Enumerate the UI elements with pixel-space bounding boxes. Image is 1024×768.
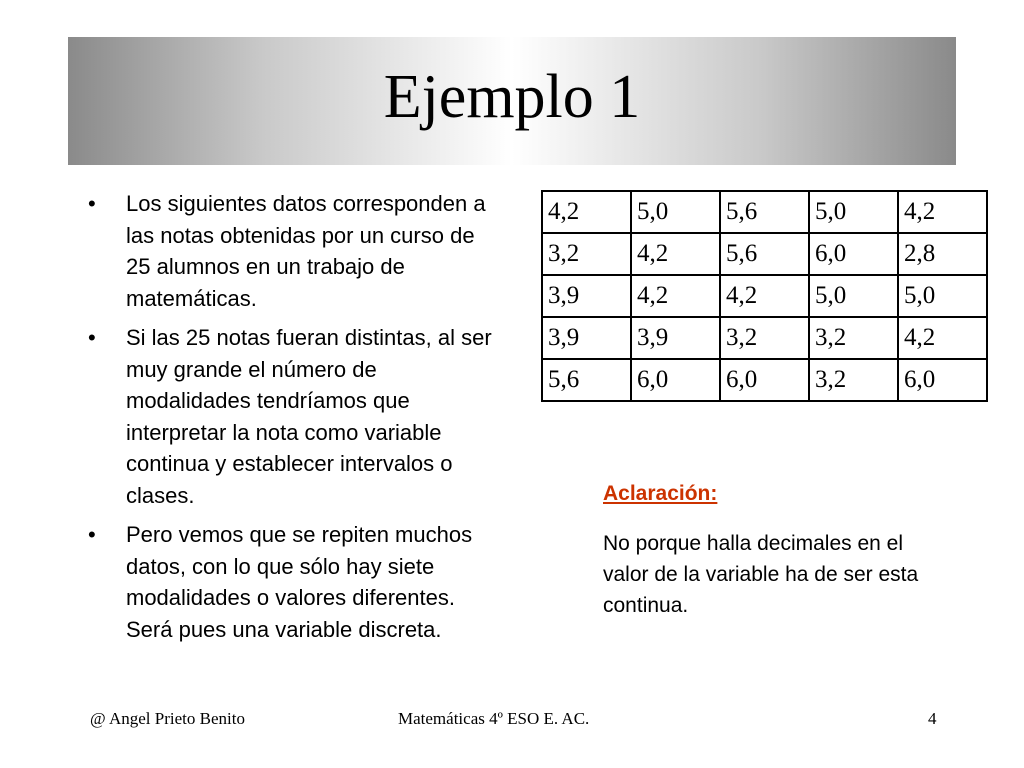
table-cell: 5,6 — [720, 233, 809, 275]
table-row — [542, 359, 987, 401]
table-cell: 4,2 — [631, 275, 720, 317]
bullet-icon: • — [88, 191, 96, 216]
table-cell: 6,0 — [898, 359, 987, 401]
bullet-text: Los siguientes datos corresponden a las notas obtenidas por un curso de 25 alumnos en un trabajo de matemáticas. — [126, 191, 486, 311]
bullet-icon: • — [88, 522, 96, 547]
note-body: No porque halla decimales en el valor de la variable ha de ser esta continua. — [603, 532, 919, 617]
table-cell: 5,0 — [898, 275, 987, 317]
table-cell: 4,2 — [720, 275, 809, 317]
table-cell: 4,2 — [631, 233, 720, 275]
bullet-text: Si las 25 notas fueran distintas, al ser muy grande el número de modalidades tendríamos que interpretar la nota como variable continua y establecer intervalos o clases. — [126, 325, 492, 508]
bullet-text: Pero vemos que se repiten muchos datos, con lo que sólo hay siete modalidades o valores diferentes. Será pues una variable discreta. — [126, 522, 473, 642]
table-cell: 3,9 — [542, 317, 631, 359]
table-cell: 6,0 — [720, 359, 809, 401]
table-cell: 5,0 — [631, 191, 720, 233]
footer-page-number: 4 — [928, 709, 937, 728]
title-bar — [68, 37, 956, 165]
table-cell: 3,2 — [809, 359, 898, 401]
table-cell: 5,0 — [809, 275, 898, 317]
table-cell: 3,2 — [720, 317, 809, 359]
bullet-item — [84, 188, 504, 314]
grades-table — [541, 190, 988, 402]
table-cell: 4,2 — [898, 317, 987, 359]
table-cell: 6,0 — [631, 359, 720, 401]
note-heading: Aclaración: — [603, 482, 718, 505]
table-cell: 5,6 — [542, 359, 631, 401]
slide-title: Ejemplo 1 — [383, 62, 641, 131]
table-cell: 3,2 — [542, 233, 631, 275]
table-cell: 2,8 — [898, 233, 987, 275]
table-row — [542, 317, 987, 359]
footer-author: @ Angel Prieto Benito — [90, 709, 245, 728]
table-row — [542, 275, 987, 317]
table-cell: 5,0 — [809, 191, 898, 233]
table-cell: 5,6 — [720, 191, 809, 233]
bullet-item — [84, 322, 504, 511]
bullet-item — [84, 519, 504, 645]
table-row — [542, 191, 987, 233]
table-cell: 3,9 — [542, 275, 631, 317]
table-cell: 4,2 — [898, 191, 987, 233]
table-cell: 3,2 — [809, 317, 898, 359]
bullet-list — [84, 188, 504, 653]
table-cell: 6,0 — [809, 233, 898, 275]
footer-course: Matemáticas 4º ESO E. AC. — [398, 709, 590, 728]
table-cell: 4,2 — [542, 191, 631, 233]
table-cell: 3,9 — [631, 317, 720, 359]
table-row — [542, 233, 987, 275]
bullet-icon: • — [88, 325, 96, 350]
